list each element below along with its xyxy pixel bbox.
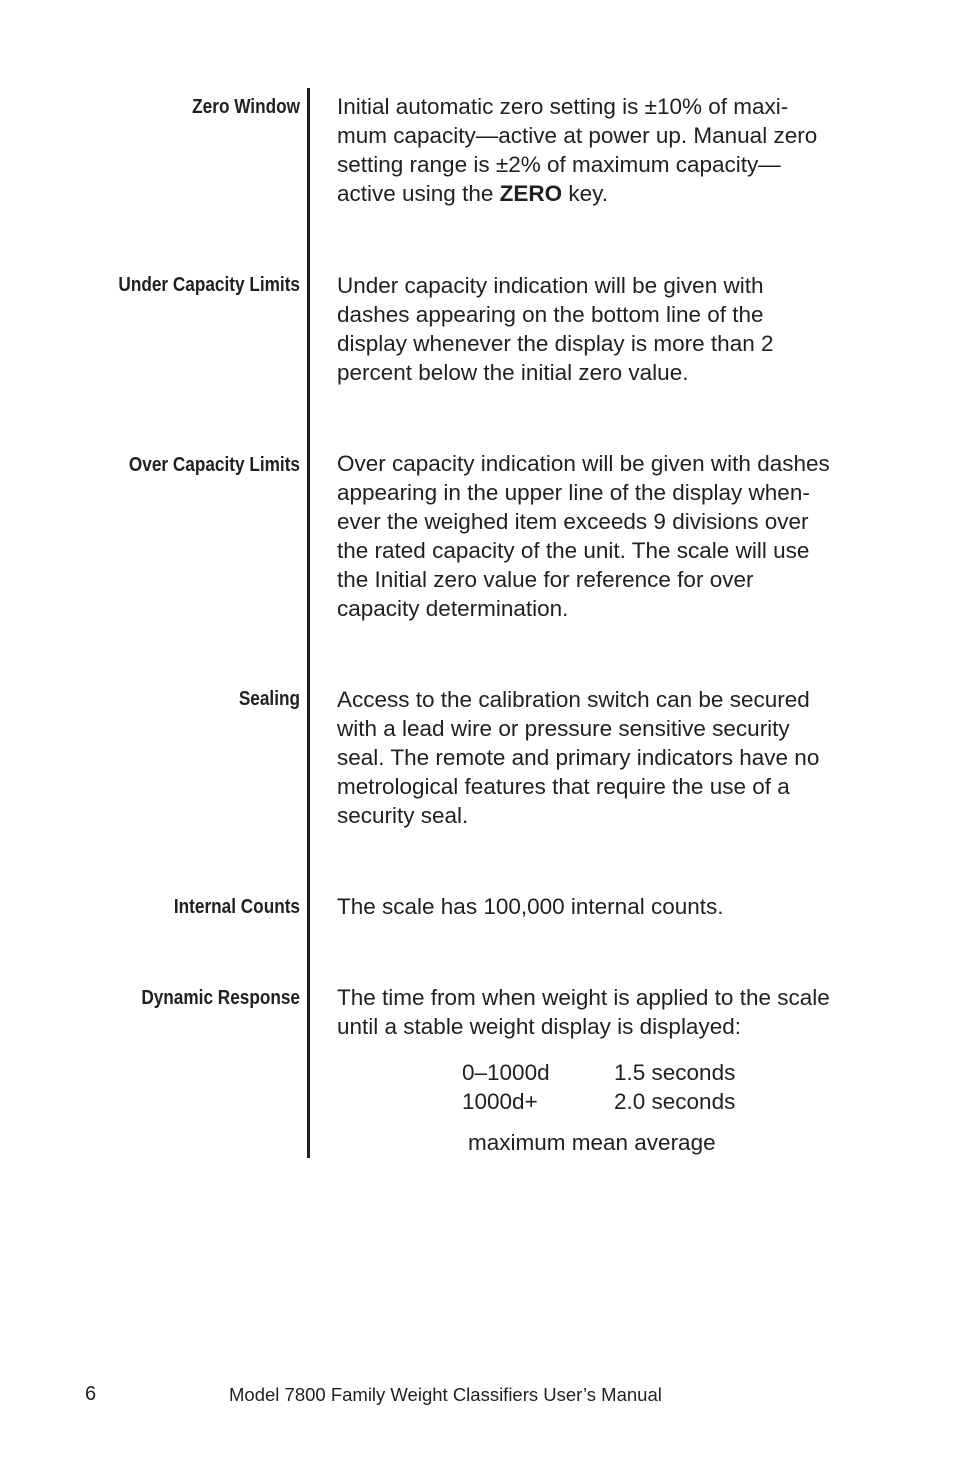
vertical-divider	[307, 88, 310, 1158]
page-number: 6	[85, 1383, 97, 1405]
text-line: Under capacity indication will be given with	[337, 273, 764, 298]
response-row	[462, 1058, 735, 1087]
response-note: maximum mean average	[468, 1130, 716, 1155]
label-zero-window: Zero Window	[192, 96, 300, 118]
text-line: Over capacity indication will be given with dashes	[337, 451, 830, 476]
text-line-zero-key: active using the ZERO key.	[337, 181, 608, 206]
text-line: setting range is ±2% of maximum capacity—	[337, 152, 781, 177]
text-line: capacity determination.	[337, 596, 569, 621]
response-time: 1.5 seconds	[614, 1060, 736, 1085]
text-line: mum capacity—active at power up. Manual zero	[337, 123, 818, 148]
text-under-capacity-limits	[337, 271, 897, 387]
response-range: 1000d+	[462, 1089, 538, 1114]
label-sealing: Sealing	[238, 688, 300, 710]
text-line: display whenever the display is more than 2	[337, 331, 774, 356]
text-line: the Initial zero value for reference for over	[337, 567, 754, 592]
text-line: seal. The remote and primary indicators have no	[337, 745, 820, 770]
text-line: The time from when weight is applied to the scale	[337, 985, 830, 1010]
response-row	[462, 1087, 735, 1116]
text-over-capacity-limits	[337, 449, 897, 623]
label-under-capacity-limits: Under Capacity Limits	[118, 274, 300, 296]
text-internal-counts	[337, 892, 897, 921]
text-line: appearing in the upper line of the display when-	[337, 480, 810, 505]
response-time-table	[462, 1058, 735, 1116]
label-over-capacity-limits: Over Capacity Limits	[128, 454, 300, 476]
text-dynamic-response	[337, 983, 897, 1041]
text-sealing	[337, 685, 897, 830]
text-line: security seal.	[337, 803, 469, 828]
response-time: 2.0 seconds	[614, 1089, 736, 1114]
text-line: percent below the initial zero value.	[337, 360, 689, 385]
text-line: Access to the calibration switch can be secured	[337, 687, 810, 712]
label-internal-counts: Internal Counts	[173, 896, 300, 918]
response-range: 0–1000d	[462, 1060, 550, 1085]
text-line: metrological features that require the use of a	[337, 774, 790, 799]
text-line: the rated capacity of the unit. The scale will use	[337, 538, 810, 563]
text-line: Initial automatic zero setting is ±10% of maxi-	[337, 94, 789, 119]
text-line: with a lead wire or pressure sensitive security	[337, 716, 790, 741]
text-line: dashes appearing on the bottom line of the	[337, 302, 764, 327]
text-zero-window	[337, 92, 897, 208]
text-line: The scale has 100,000 internal counts.	[337, 894, 724, 919]
label-dynamic-response: Dynamic Response	[141, 987, 300, 1009]
text-line: ever the weighed item exceeds 9 divisions over	[337, 509, 809, 534]
zero-key-name: ZERO	[499, 181, 563, 206]
footer-title: Model 7800 Family Weight Classifiers User’s Manual	[229, 1384, 662, 1405]
text-line: until a stable weight display is displayed:	[337, 1014, 741, 1039]
